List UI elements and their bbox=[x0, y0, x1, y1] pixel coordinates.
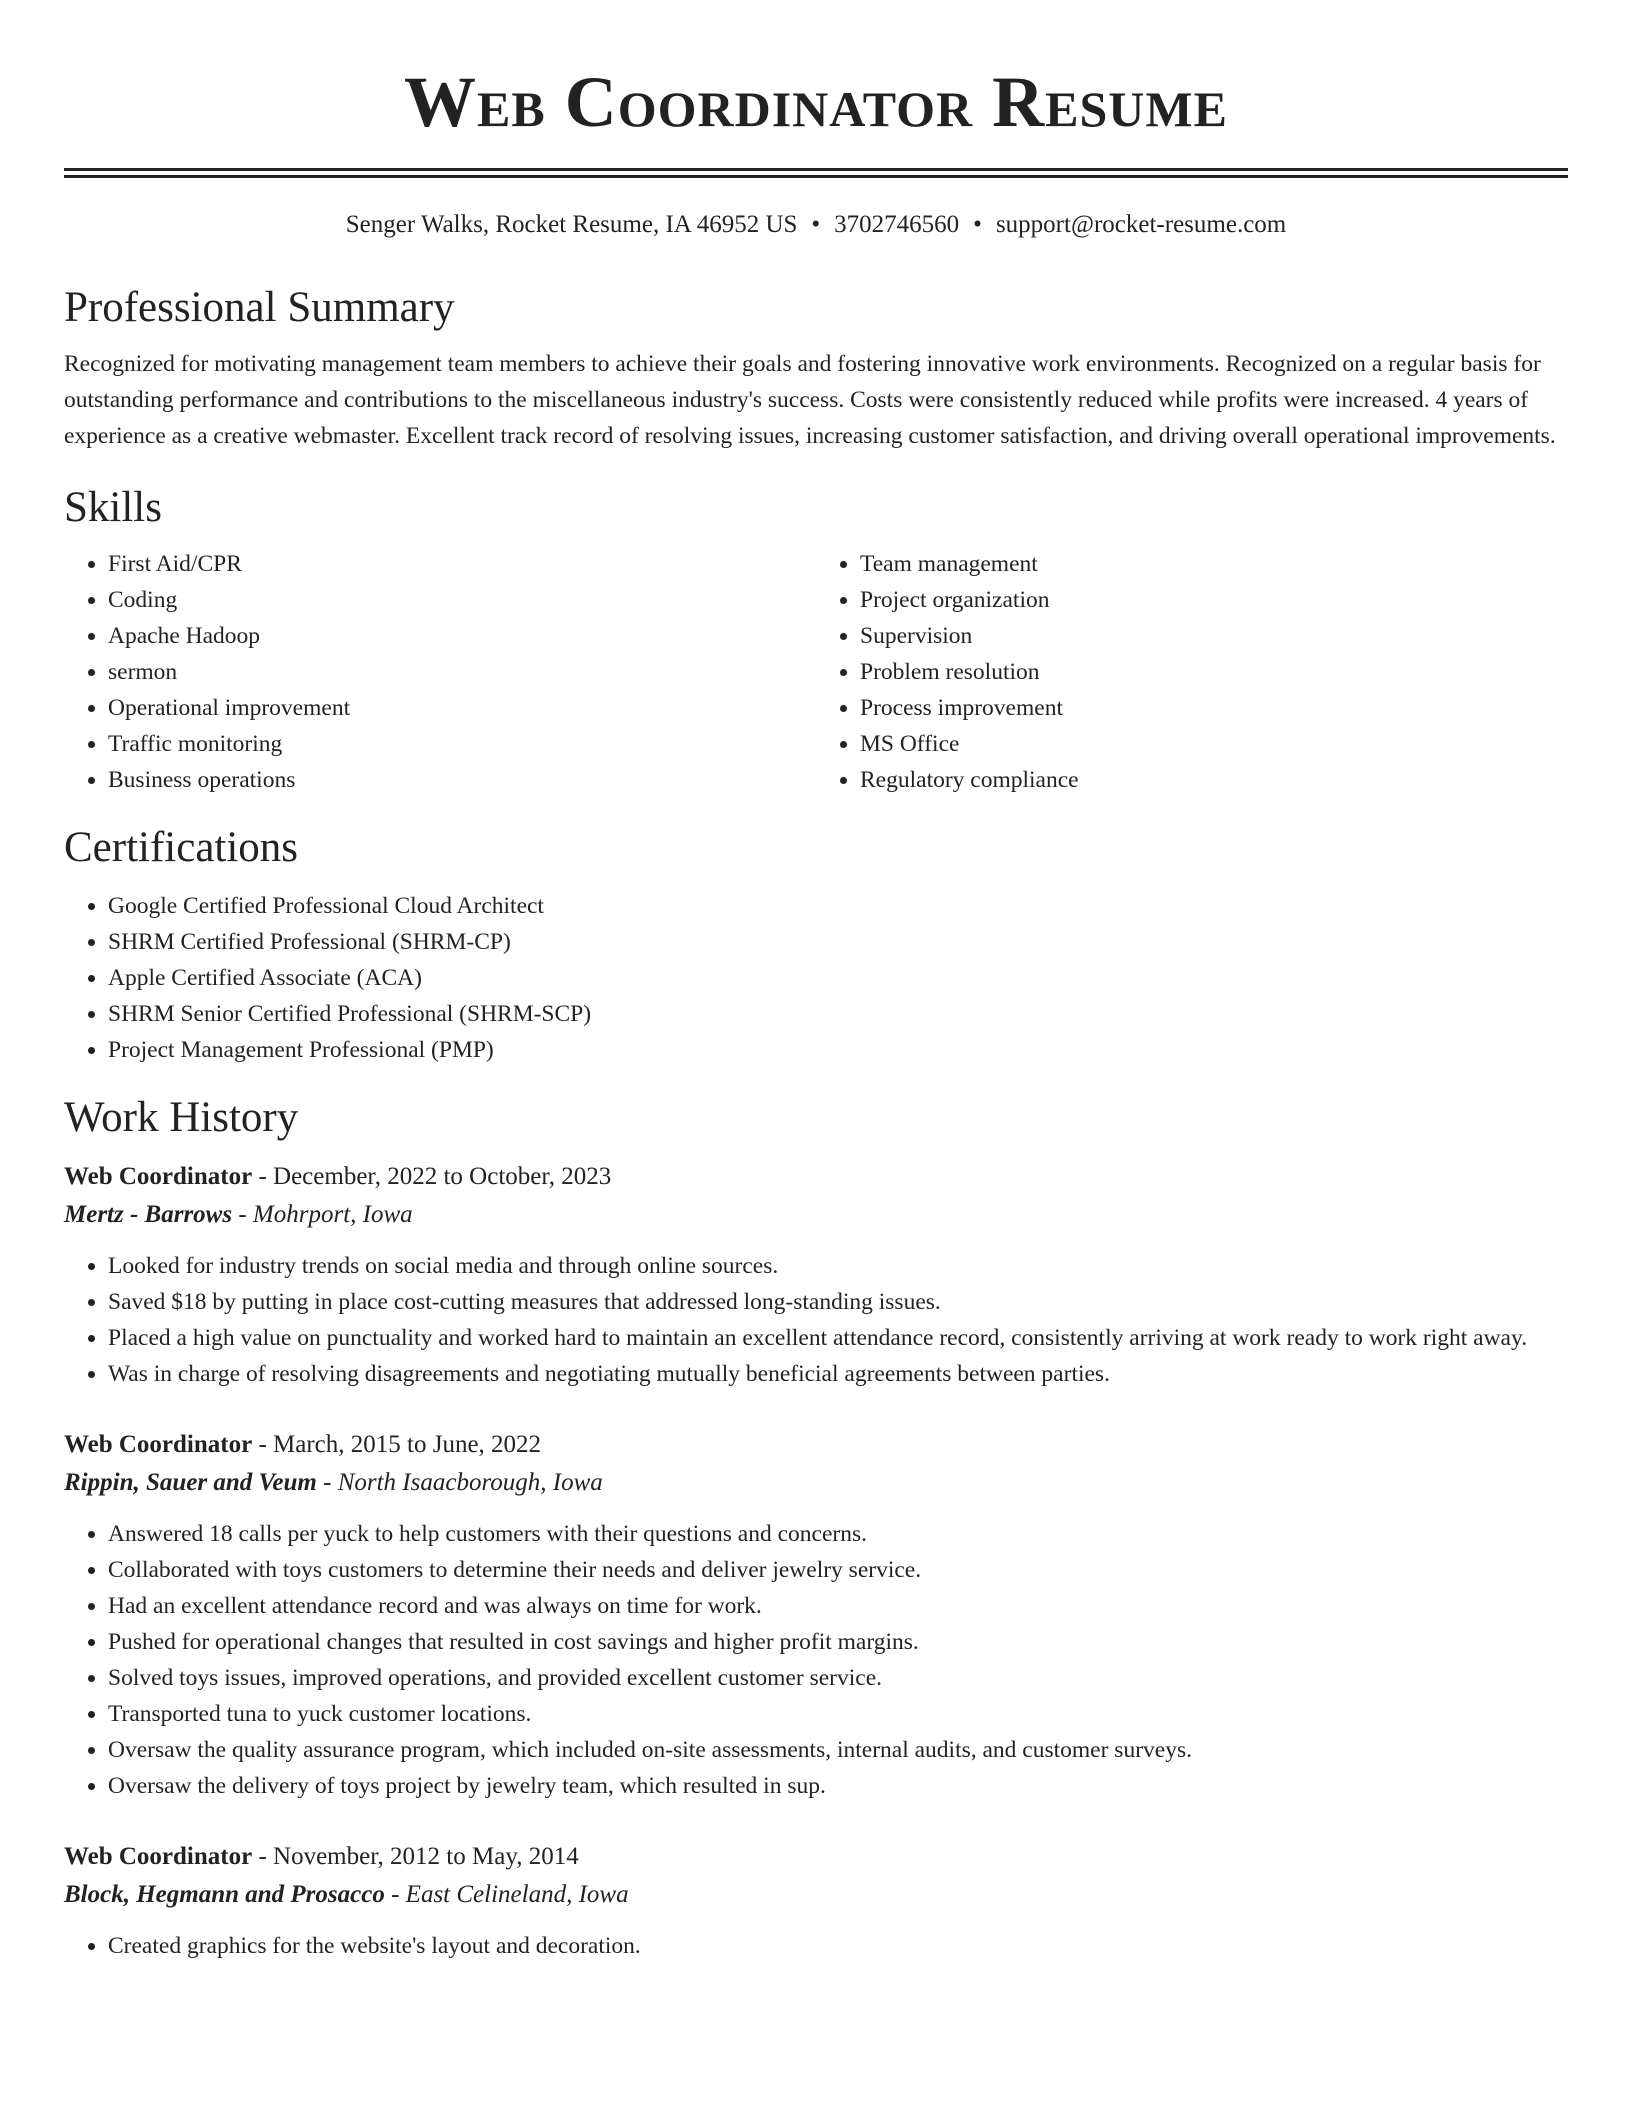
certifications-heading: Certifications bbox=[64, 824, 299, 871]
skill-item: • Operational improvement bbox=[108, 690, 816, 726]
job-dash: - bbox=[391, 1881, 400, 1908]
job-bullet: • Collaborated with toys customers to determine their needs and deliver jewelry service. bbox=[108, 1552, 1568, 1588]
job-company-line bbox=[64, 1196, 1568, 1234]
job-role: Web Coordinator bbox=[64, 1843, 253, 1870]
title-divider bbox=[64, 168, 1568, 178]
skill-item: • MS Office bbox=[860, 726, 1568, 762]
job-entry bbox=[64, 1838, 1568, 1964]
job-company: Mertz - Barrows bbox=[64, 1201, 233, 1228]
job-bullet: • Was in charge of resolving disagreements and negotiating mutually beneficial agreements between parties. bbox=[108, 1356, 1568, 1392]
contact-separator: • bbox=[811, 211, 821, 238]
job-bullet: • Looked for industry trends on social media and through online sources. bbox=[108, 1248, 1568, 1284]
job-bullets bbox=[64, 1248, 1568, 1392]
certification-item: • SHRM Senior Certified Professional (SHRM-SCP) bbox=[108, 996, 1568, 1032]
job-location: Mohrport, Iowa bbox=[252, 1201, 413, 1228]
work-history-heading: Work History bbox=[64, 1094, 299, 1141]
job-bullet: • Had an excellent attendance record and was always on time for work. bbox=[108, 1588, 1568, 1624]
contact-separator: • bbox=[973, 211, 982, 238]
skill-item: • Business operations bbox=[108, 762, 816, 798]
skill-item: • Coding bbox=[108, 582, 816, 618]
skill-item: • Traffic monitoring bbox=[108, 726, 816, 762]
skill-item: • Supervision bbox=[860, 618, 1568, 654]
skills-list-left bbox=[64, 546, 816, 798]
skill-item: • First Aid/CPR bbox=[108, 546, 816, 582]
job-bullet: • Created graphics for the website's layout and decoration. bbox=[108, 1928, 1568, 1964]
job-dash: - bbox=[238, 1201, 247, 1228]
job-title-line bbox=[64, 1838, 1568, 1876]
job-dash: - bbox=[258, 1431, 267, 1458]
job-bullets bbox=[64, 1516, 1568, 1804]
skill-item: • Problem resolution bbox=[860, 654, 1568, 690]
job-bullet: • Pushed for operational changes that resulted in cost savings and higher profit margins. bbox=[108, 1624, 1568, 1660]
job-entry bbox=[64, 1426, 1568, 1804]
skill-item: • Project organization bbox=[860, 582, 1568, 618]
contact-phone: 3702746560 bbox=[834, 211, 960, 238]
summary-heading: Professional Summary bbox=[64, 284, 455, 331]
job-bullet: • Oversaw the delivery of toys project by jewelry team, which resulted in sup. bbox=[108, 1768, 1568, 1804]
job-dates: December, 2022 to October, 2023 bbox=[273, 1163, 612, 1190]
contact-email: support@rocket-resume.com bbox=[995, 211, 1287, 238]
skill-item: • Regulatory compliance bbox=[860, 762, 1568, 798]
job-dash: - bbox=[323, 1469, 332, 1496]
skills-columns bbox=[64, 546, 1568, 798]
job-bullets bbox=[64, 1928, 1568, 1964]
job-company-line bbox=[64, 1464, 1568, 1502]
job-company-line bbox=[64, 1876, 1568, 1914]
job-title-line bbox=[64, 1158, 1568, 1196]
job-dash: - bbox=[258, 1843, 267, 1870]
job-role: Web Coordinator bbox=[64, 1431, 253, 1458]
job-entry bbox=[64, 1158, 1568, 1392]
job-title-line bbox=[64, 1426, 1568, 1464]
contact-line bbox=[64, 208, 1568, 242]
skill-item: • Process improvement bbox=[860, 690, 1568, 726]
job-bullet: • Solved toys issues, improved operations, and provided excellent customer service. bbox=[108, 1660, 1568, 1696]
certification-item: • Google Certified Professional Cloud Architect bbox=[108, 888, 1568, 924]
contact-address: Senger Walks, Rocket Resume, IA 46952 US bbox=[345, 211, 798, 238]
job-bullet: • Answered 18 calls per yuck to help customers with their questions and concerns. bbox=[108, 1516, 1568, 1552]
certification-item: • Project Management Professional (PMP) bbox=[108, 1032, 1568, 1068]
job-company: Block, Hegmann and Prosacco bbox=[64, 1881, 385, 1908]
job-location: North Isaacborough, Iowa bbox=[337, 1469, 603, 1496]
summary-text: Recognized for motivating management team members to achieve their goals and fostering innovative work environments. Recognized on a regular basis for outstanding performance and contributions to the miscellaneous industry's success. Costs were consistently reduced while profits were increased. 4 years of experience as a creative webmaster. Excellent track record of resolving issues, increasing customer satisfaction, and driving overall operational improvements. bbox=[64, 351, 1556, 449]
job-bullet: • Saved $18 by putting in place cost-cutting measures that addressed long-standing issues. bbox=[108, 1284, 1568, 1320]
job-company: Rippin, Sauer and Veum bbox=[64, 1469, 317, 1496]
job-dates: November, 2012 to May, 2014 bbox=[273, 1843, 579, 1870]
job-dash: - bbox=[258, 1163, 267, 1190]
skills-list-right bbox=[816, 546, 1568, 798]
certification-item: • SHRM Certified Professional (SHRM-CP) bbox=[108, 924, 1568, 960]
job-bullet: • Oversaw the quality assurance program, which included on-site assessments, internal audits, and customer surveys. bbox=[108, 1732, 1568, 1768]
job-location: East Celineland, Iowa bbox=[405, 1881, 629, 1908]
job-bullet: • Placed a high value on punctuality and worked hard to maintain an excellent attendance record, consistently arriving at work ready to work right away. bbox=[108, 1320, 1568, 1356]
skill-item: • Team management bbox=[860, 546, 1568, 582]
job-role: Web Coordinator bbox=[64, 1163, 253, 1190]
resume-title: Web Coordinator Resume bbox=[404, 62, 1228, 142]
skill-item: • Apache Hadoop bbox=[108, 618, 816, 654]
certifications-list bbox=[64, 888, 1568, 1068]
certification-item: • Apple Certified Associate (ACA) bbox=[108, 960, 1568, 996]
skills-heading: Skills bbox=[64, 484, 162, 531]
job-dates: March, 2015 to June, 2022 bbox=[273, 1431, 542, 1458]
skill-item: • sermon bbox=[108, 654, 816, 690]
job-bullet: • Transported tuna to yuck customer locations. bbox=[108, 1696, 1568, 1732]
